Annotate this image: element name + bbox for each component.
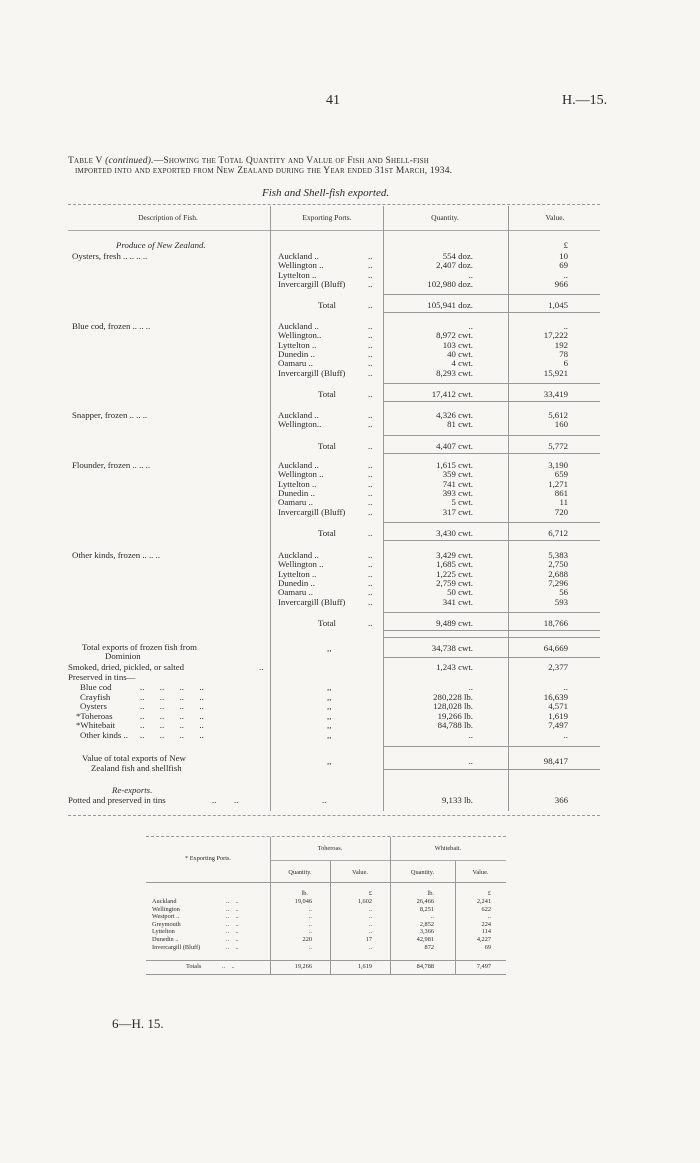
group-total-rule — [383, 435, 600, 436]
sub-whitebait-value: 4,227 — [476, 936, 491, 943]
quantity-cell: 103 cwt. — [442, 339, 473, 350]
reexports-value: 366 — [554, 795, 568, 805]
value-cell: 966 — [554, 278, 568, 289]
sub-toheroas-quantity: .. — [308, 920, 312, 928]
leader-dots: .. — [368, 260, 373, 271]
leader-dots: .. — [368, 410, 373, 420]
quantity-cell: 81 cwt. — [447, 419, 473, 430]
value-cell: 3,190 — [548, 460, 568, 470]
preserved-ports: ,, — [327, 720, 332, 731]
leader-dots: .. — [368, 358, 373, 369]
sub-port-name: Wellington — [152, 905, 180, 913]
col-divider-1 — [270, 206, 271, 811]
series-code: H.—15. — [562, 93, 608, 108]
leader-dots: .. — [368, 300, 373, 311]
preserved-value: .. — [563, 730, 568, 740]
leader-dots: .. .. — [226, 913, 239, 921]
sub-totals-w-value: 7,497 — [476, 963, 491, 970]
leader-dots: .. .. .. .. — [140, 682, 204, 692]
subtable-mid-rule — [270, 860, 506, 861]
value-cell: 861 — [554, 487, 568, 498]
sub-header-w-quantity: Quantity. — [410, 869, 435, 876]
sub-toheroas-value: .. — [368, 943, 372, 951]
sub-toheroas-quantity: 19,046 — [294, 898, 312, 905]
total-frozen-label2: Dominion — [105, 651, 141, 661]
sub-header-whitebait: Whitebait. — [434, 845, 462, 852]
port-name: Wellington .. — [278, 559, 324, 570]
leader-dots: .. — [368, 596, 373, 607]
value-total-label2: Zealand fish and shellfish — [91, 763, 182, 773]
quantity-cell: 1,685 cwt. — [436, 559, 473, 570]
value-cell: 659 — [554, 469, 568, 480]
value-cell: 17,222 — [543, 330, 568, 341]
leader-dots: .. — [368, 339, 373, 350]
preserved-value: .. — [563, 682, 568, 692]
value-cell: 2,688 — [548, 568, 568, 579]
value-cell: 1,271 — [548, 478, 568, 489]
leader-dots: .. — [368, 478, 373, 489]
value-total-bottom-rule — [383, 769, 600, 770]
fish-group-name: Blue cod, frozen .. .. .. — [72, 321, 151, 331]
group-total-quantity: 4,407 cwt. — [436, 440, 473, 451]
port-name: Auckland .. — [278, 251, 319, 261]
group-total-value: 18,766 — [543, 617, 568, 628]
group-total-rule — [383, 383, 600, 384]
smoked-dots: .. — [259, 662, 264, 672]
leader-dots: .. — [368, 388, 373, 399]
quantity-cell: .. — [468, 321, 473, 331]
value-total-ports: ,, — [327, 756, 332, 766]
leader-dots: .. — [368, 577, 373, 588]
leader-dots: .. — [368, 506, 373, 517]
quantity-cell: 102,980 doz. — [427, 278, 473, 289]
group-total-value: 1,045 — [548, 300, 568, 311]
sub-whitebait-value: 2,241 — [476, 898, 491, 905]
col-divider-2 — [383, 206, 384, 811]
quantity-cell: 341 cwt. — [442, 596, 473, 607]
quantity-cell: 2,407 doz. — [436, 260, 473, 271]
leader-dots: .. — [368, 278, 373, 289]
port-name: Dunedin .. — [278, 348, 315, 359]
port-name: Invercargill (Bluff) — [278, 278, 346, 289]
leader-dots: .. — [368, 487, 373, 498]
sub-port-name: Greymouth — [152, 920, 181, 928]
sub-toheroas-value: .. — [368, 913, 372, 921]
quantity-cell: 1,615 cwt. — [436, 460, 473, 470]
value-cell: .. — [563, 269, 568, 280]
group-total-rule — [383, 612, 600, 613]
sub-toheroas-quantity: .. — [308, 905, 312, 913]
group-total-quantity: 9,489 cwt. — [436, 617, 473, 628]
total-frozen-quantity: 34,738 cwt. — [431, 643, 473, 653]
sub-port-name: Westport .. — [152, 913, 180, 921]
port-name: Lyttelton .. — [278, 478, 317, 489]
sub-whitebait-value: .. — [487, 913, 491, 921]
preserved-ports: ,, — [327, 730, 332, 740]
preserved-ports: ,, — [327, 682, 332, 692]
port-name: Dunedin .. — [278, 577, 315, 588]
preserved-value: 1,619 — [548, 710, 568, 721]
value-cell: 7,296 — [548, 577, 568, 588]
reexports-dots: .. .. — [212, 795, 239, 805]
header-top-rule — [68, 204, 600, 205]
leader-dots: .. .. — [226, 898, 239, 905]
group-total-bottom-rule — [383, 540, 600, 541]
sub-totals-label: Totals — [186, 963, 202, 970]
value-cell: 11 — [559, 497, 568, 508]
preserved-ports: ,, — [327, 691, 332, 702]
sub-whitebait-value: 622 — [481, 905, 491, 913]
quantity-cell: 317 cwt. — [442, 506, 473, 517]
leader-dots: .. .. — [226, 928, 239, 936]
col-header-description: Description of Fish. — [138, 213, 198, 222]
frozen-total-rule — [383, 637, 600, 638]
port-name: Oamaru .. — [278, 358, 313, 369]
fish-group-name: Oysters, fresh .. .. .. .. — [72, 251, 148, 261]
port-name: Wellington.. — [278, 419, 322, 430]
quantity-cell: 393 cwt. — [442, 487, 473, 498]
preserved-heading: Preserved in tins— — [68, 672, 136, 682]
leader-dots: .. .. — [226, 920, 239, 928]
col-header-quantity: Quantity. — [431, 213, 459, 222]
preserved-item-name: *Whitebait — [76, 720, 116, 731]
leader-dots: .. .. .. .. — [140, 691, 204, 702]
quantity-cell: 40 cwt. — [447, 348, 473, 359]
group-total-value: 5,772 — [548, 440, 568, 451]
quantity-cell: 359 cwt. — [442, 469, 473, 480]
value-cell: 192 — [554, 339, 568, 350]
port-name: Auckland .. — [278, 460, 319, 470]
group-total-label: Total — [318, 300, 336, 311]
value-cell: 15,921 — [543, 367, 568, 378]
preserved-item-name: Oysters — [80, 701, 107, 712]
frozen-total-bottom-rule — [383, 657, 600, 658]
quantity-cell: 4 cwt. — [451, 358, 473, 369]
sub-totals-t-quantity: 19,266 — [294, 963, 312, 970]
preserved-quantity: .. — [468, 682, 473, 692]
col-divider-3 — [508, 206, 509, 811]
reexports-ports: .. — [322, 795, 327, 805]
leader-dots: .. — [368, 330, 373, 341]
port-name: Auckland .. — [278, 410, 319, 420]
sub-toheroas-quantity: 220 — [302, 936, 312, 943]
preserved-quantity: 19,266 lb. — [437, 710, 473, 721]
port-name: Wellington.. — [278, 330, 322, 341]
quantity-cell: 8,293 cwt. — [436, 367, 473, 378]
sub-whitebait-quantity: 3,366 — [419, 928, 434, 936]
port-name: Invercargill (Bluff) — [278, 367, 346, 378]
preserved-value: 16,639 — [543, 691, 568, 702]
leader-dots: .. — [368, 269, 373, 280]
port-name: Auckland .. — [278, 321, 319, 331]
sub-port-name: Lyttelton — [152, 928, 175, 936]
leader-dots: .. .. .. .. — [140, 710, 204, 721]
preserved-item-name: *Toheroas — [76, 710, 113, 721]
quantity-cell: 3,429 cwt. — [436, 550, 473, 560]
smoked-value: 2,377 — [548, 662, 568, 672]
table-title-text: —Showing the Total Quantity and Value of Fish and Shell-fish — [153, 156, 430, 166]
leader-dots: .. — [368, 348, 373, 359]
value-total-label: Value of total exports of New — [82, 753, 186, 763]
sub-totals-t-value: 1,619 — [357, 963, 372, 970]
group-total-bottom-rule — [383, 401, 600, 402]
port-name: Lyttelton .. — [278, 568, 317, 579]
preserved-ports: ,, — [327, 701, 332, 712]
leader-dots: .. — [368, 469, 373, 480]
table-label: Table V — [68, 156, 103, 166]
group-total-rule — [383, 294, 600, 295]
preserved-item-name: Blue cod — [80, 682, 112, 692]
sub-totals-dots: .. .. — [222, 963, 235, 970]
value-cell: 78 — [559, 348, 568, 359]
quantity-cell: .. — [468, 269, 473, 280]
leader-dots: .. — [368, 321, 373, 331]
leader-dots: .. — [368, 559, 373, 570]
quantity-cell: 50 cwt. — [447, 587, 473, 598]
reexports-quantity: 9,133 lb. — [441, 795, 473, 805]
port-name: Lyttelton .. — [278, 269, 317, 280]
sub-header-ports: * Exporting Ports. — [184, 855, 231, 862]
value-cell: 5,612 — [548, 410, 568, 420]
port-name: Oamaru .. — [278, 497, 313, 508]
sub-toheroas-value: .. — [368, 920, 372, 928]
table-continued: (continued). — [105, 156, 154, 166]
value-cell: 6 — [563, 358, 568, 369]
value-total-quantity: .. — [468, 756, 473, 766]
preserved-quantity: 84,788 lb. — [437, 720, 473, 731]
col-header-value: Value. — [545, 213, 565, 222]
sub-header-t-quantity: Quantity. — [288, 869, 312, 876]
smoked-quantity: 1,243 cwt. — [436, 662, 473, 672]
group-total-quantity: 3,430 cwt. — [436, 527, 473, 538]
leader-dots: .. .. — [226, 905, 239, 913]
quantity-cell: 4,326 cwt. — [436, 410, 473, 420]
sub-whitebait-quantity: 42,981 — [416, 936, 434, 943]
group-total-label: Total — [318, 527, 336, 538]
sub-whitebait-quantity: 26,466 — [416, 898, 434, 905]
value-cell: 56 — [559, 587, 568, 598]
reexports-label: Potted and preserved in tins — [68, 795, 166, 805]
preserved-value: 4,571 — [548, 701, 568, 712]
sub-whitebait-quantity: 8,251 — [419, 905, 434, 913]
sub-whitebait-quantity: .. — [430, 913, 434, 921]
leader-dots: .. — [368, 497, 373, 508]
value-total-rule — [383, 746, 600, 747]
sub-toheroas-value: .. — [368, 905, 372, 913]
table-bottom-rule — [68, 815, 600, 816]
leader-dots: .. .. — [226, 936, 239, 943]
preserved-value: 7,497 — [548, 720, 568, 731]
quantity-cell: 2,759 cwt. — [436, 577, 473, 588]
sub-whitebait-value: 114 — [481, 928, 491, 936]
group-total-bottom-rule — [383, 453, 600, 454]
subtable-totals-rule — [146, 960, 506, 961]
reexports-heading: Re-exports. — [112, 785, 153, 795]
sub-whitebait-value: 224 — [481, 920, 491, 928]
fish-group-name: Other kinds, frozen .. .. .. — [72, 550, 160, 560]
subtable-bottom-rule — [146, 974, 506, 975]
sub-unit-t-pound: £ — [368, 890, 372, 897]
port-name: Lyttelton .. — [278, 339, 317, 350]
sub-header-toheroas: Toheroas. — [317, 845, 343, 852]
table-title-line2: imported into and exported from New Zealand during the Year ended 31st March, 1934. — [75, 166, 453, 176]
quantity-cell: 1,225 cwt. — [436, 568, 473, 579]
sub-toheroas-quantity: .. — [308, 913, 312, 921]
preserved-quantity: 280,228 lb. — [433, 691, 473, 702]
port-name: Wellington .. — [278, 260, 324, 271]
sub-port-name: Invercargill (Bluff) — [152, 943, 201, 951]
sub-unit-w-pound: £ — [487, 890, 491, 897]
subtable-header-rule — [146, 882, 506, 883]
leader-dots: .. — [368, 527, 373, 538]
group-total-label: Total — [318, 440, 336, 451]
port-name: Dunedin .. — [278, 487, 315, 498]
value-cell: 69 — [559, 260, 568, 271]
leader-dots: .. — [368, 251, 373, 261]
quantity-cell: 741 cwt. — [442, 478, 473, 489]
leader-dots: .. — [368, 419, 373, 430]
preserved-quantity: .. — [468, 730, 473, 740]
quantity-cell: 554 doz. — [442, 251, 473, 261]
sub-port-name: Auckland — [152, 898, 177, 905]
sub-toheroas-value: 1,602 — [357, 898, 372, 905]
leader-dots: .. .. .. .. — [140, 701, 204, 712]
sub-whitebait-quantity: 872 — [424, 943, 434, 951]
value-cell: 160 — [554, 419, 568, 430]
sub-unit-t-lb: lb. — [301, 890, 308, 897]
group-total-label: Total — [318, 388, 336, 399]
sub-toheroas-value: 17 — [365, 936, 372, 943]
value-cell: 720 — [554, 506, 568, 517]
sub-toheroas-quantity: .. — [308, 928, 312, 936]
leader-dots: .. — [368, 440, 373, 451]
leader-dots: .. — [368, 550, 373, 560]
group-total-value: 33,419 — [543, 388, 568, 399]
header-bottom-rule — [68, 230, 600, 231]
leader-dots: .. — [368, 617, 373, 628]
group-total-quantity: 105,941 doz. — [427, 300, 473, 311]
page-number: 41 — [326, 93, 340, 108]
value-cell: 10 — [559, 251, 568, 261]
currency-symbol: £ — [563, 240, 568, 250]
col-header-ports: Exporting Ports. — [302, 213, 352, 222]
group-total-quantity: 17,412 cwt. — [431, 388, 473, 399]
sub-header-t-value: Value. — [352, 869, 368, 876]
value-cell: 2,750 — [548, 559, 568, 570]
preserved-ports: ,, — [327, 710, 332, 721]
group-total-bottom-rule — [383, 630, 600, 631]
subtable-top-rule — [146, 836, 506, 837]
total-frozen-label: Total exports of frozen fish from — [82, 642, 197, 652]
fish-group-name: Flounder, frozen .. .. .. — [72, 460, 151, 470]
sub-totals-w-quantity: 84,788 — [416, 963, 434, 970]
group-total-value: 6,712 — [548, 527, 568, 538]
port-name: Invercargill (Bluff) — [278, 506, 346, 517]
group-total-label: Total — [318, 617, 336, 628]
value-cell: 593 — [554, 596, 568, 607]
produce-heading: Produce of New Zealand. — [116, 240, 206, 250]
group-total-rule — [383, 522, 600, 523]
page-footer: 6—H. 15. — [112, 1016, 164, 1031]
port-name: Auckland .. — [278, 550, 319, 560]
table-subtitle: Fish and Shell-fish exported. — [262, 187, 390, 199]
leader-dots: .. .. .. .. — [140, 730, 204, 740]
leader-dots: .. .. — [226, 943, 239, 951]
group-total-bottom-rule — [383, 312, 600, 313]
value-cell: .. — [563, 321, 568, 331]
preserved-item-name: Other kinds .. — [80, 730, 128, 740]
port-name: Wellington .. — [278, 469, 324, 480]
leader-dots: .. — [368, 460, 373, 470]
leader-dots: .. — [368, 587, 373, 598]
preserved-item-name: Crayfish — [80, 691, 111, 702]
preserved-quantity: 128,028 lb. — [433, 701, 473, 712]
sub-unit-w-lb: lb. — [427, 890, 434, 897]
sub-whitebait-value: 69 — [484, 943, 491, 951]
leader-dots: .. — [368, 367, 373, 378]
sub-header-w-value: Value. — [472, 869, 489, 876]
leader-dots: .. .. .. .. — [140, 720, 204, 731]
sub-toheroas-value: .. — [368, 928, 372, 936]
sub-port-name: Dunedin .. — [152, 936, 179, 943]
quantity-cell: 5 cwt. — [451, 497, 473, 508]
fish-group-name: Snapper, frozen .. .. .. — [72, 410, 148, 420]
value-total-value: 98,417 — [543, 756, 568, 766]
value-cell: 5,383 — [548, 550, 568, 560]
sub-toheroas-quantity: .. — [308, 943, 312, 951]
total-frozen-ports: ,, — [327, 643, 332, 653]
port-name: Invercargill (Bluff) — [278, 596, 346, 607]
port-name: Oamaru .. — [278, 587, 313, 598]
smoked-label: Smoked, dried, pickled, or salted — [68, 662, 185, 672]
sub-whitebait-quantity: 2,852 — [419, 920, 434, 928]
total-frozen-value: 64,669 — [543, 643, 568, 653]
quantity-cell: 8,972 cwt. — [436, 330, 473, 341]
leader-dots: .. — [368, 568, 373, 579]
